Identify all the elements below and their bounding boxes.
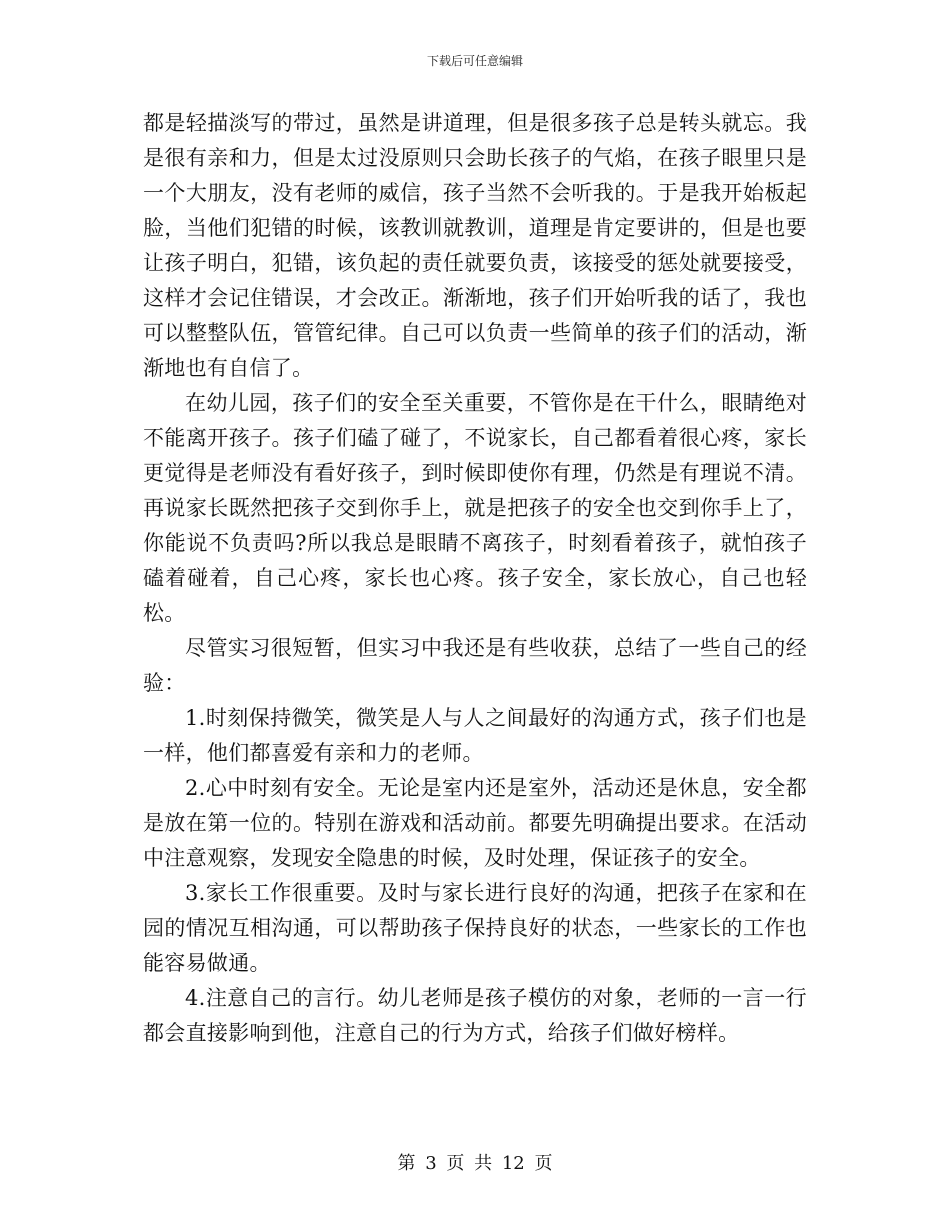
document-body [143, 106, 807, 1051]
paragraph-safety: 在幼儿园，孩子们的安全至关重要，不管你是在干什么，眼睛绝对不能离开孩子。孩子们磕了碰了，不说家长，自己都看着很心疼，家长更觉得是老师没有看好孩子，到时候即使你有理，仍然是有理说不清。再说家长既然把孩子交到你手上，就是把孩子的安全也交到你手上了，你能说不负责吗?所以我总是眼睛不离孩子，时刻看着孩子，就怕孩子磕着碰着，自己心疼，家长也心疼。孩子安全，家长放心，自己也轻松。 [143, 391, 807, 625]
list-item-safety: 2.心中时刻有安全。无论是室内还是室外，活动还是休息，安全都是放在第一位的。特别在游戏和活动前。都要先明确提出要求。在活动中注意观察，发现安全隐患的时候，及时处理，保证孩子的安全。 [143, 776, 807, 870]
page-header: 下载后可任意编辑 [426, 54, 523, 68]
list-item-conduct: 4.注意自己的言行。幼儿老师是孩子模仿的对象，老师的一言一行都会直接影响到他，注意自己的行为方式，给孩子们做好榜样。 [143, 986, 807, 1045]
list-item-smile: 1.时刻保持微笑，微笑是人与人之间最好的沟通方式，孩子们也是一样，他们都喜爱有亲和力的老师。 [143, 706, 807, 765]
list-item-parents: 3.家长工作很重要。及时与家长进行良好的沟通，把孩子在家和在园的情况互相沟通，可以帮助孩子保持良好的状态，一些家长的工作也能容易做通。 [143, 881, 807, 975]
page-number: 第 3 页 共 12 页 [397, 1153, 553, 1174]
paragraph-summary-intro: 尽管实习很短暂，但实习中我还是有些收获，总结了一些自己的经验： [143, 636, 807, 695]
paragraph-continuation: 都是轻描淡写的带过，虽然是讲道理，但是很多孩子总是转头就忘。我是很有亲和力，但是太过没原则只会助长孩子的气焰，在孩子眼里只是一个大朋友，没有老师的威信，孩子当然不会听我的。于是我开始板起脸，当他们犯错的时候，该教训就教训，道理是肯定要讲的，但是也要让孩子明白，犯错，该负起的责任就要负责，该接受的惩处就要接受，这样才会记住错误，才会改正。渐渐地，孩子们开始听我的话了，我也可以整整队伍，管管纪律。自己可以负责一些简单的孩子们的活动，渐渐地也有自信了。 [143, 111, 807, 380]
